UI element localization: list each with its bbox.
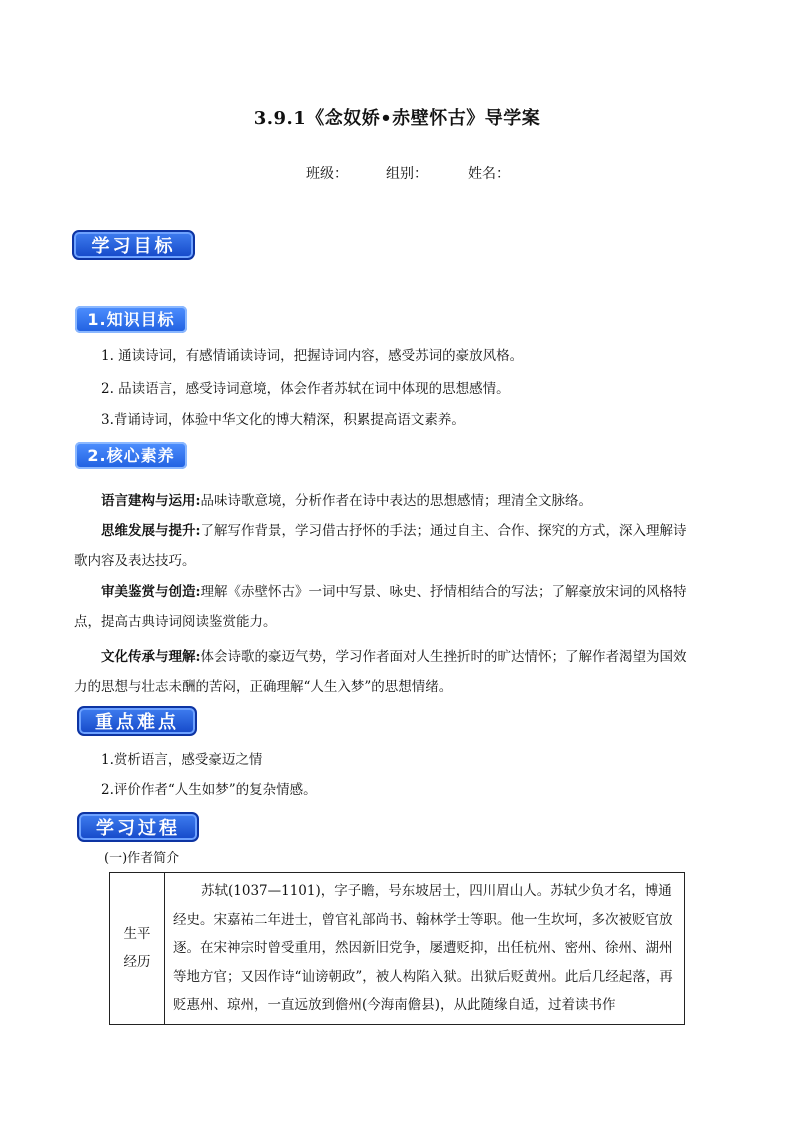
bio-label: 生平经历 — [123, 926, 151, 971]
literacy-item-culture — [74, 642, 694, 702]
bio-content-cell: 苏轼(1037—1101)，字子瞻，号东坡居士，四川眉山人。苏轼少负才名，博通经史。宋嘉祐二年进士，曾官礼部尚书、翰林学士等职。他一生坎坷，多次被贬官放逐。在宋神宗时曾受重用，然因新旧党争，屡遭贬抑，出任杭州、密州、徐州、湖州等地方官；又因作诗“讪谤朝政”，被人构陷入狱。出狱后贬黄州。此后几经起落，再贬惠州、琼州，一直远放到儋州(今海南儋县)，从此随缘自适，过着读书作 — [165, 873, 685, 1025]
group-label: 组别： — [386, 166, 428, 182]
literacy-item-thinking — [74, 516, 694, 576]
keypoint-item: 2.评价作者“人生如梦”的复杂情感。 — [101, 782, 317, 798]
literacy-text: 理解《赤壁怀古》一词中写景、咏史、抒情相结合的写法；了解豪放宋词的风格特点，提高古典诗词阅读鉴赏能力。 — [74, 584, 687, 630]
literacy-label: 语言建构与运用: — [101, 493, 201, 509]
keypoint-item: 1.赏析语言，感受豪迈之情 — [101, 752, 263, 768]
knowledge-objectives-heading: 1.知识目标 — [75, 306, 187, 333]
class-label: 班级： — [306, 166, 348, 182]
section-learning-process: 学习过程 — [77, 812, 199, 842]
table-row — [110, 873, 685, 1025]
knowledge-item: 1. 通读诗词，有感情诵读诗词，把握诗词内容，感受苏词的豪放风格。 — [101, 348, 524, 364]
literacy-label: 文化传承与理解: — [101, 649, 201, 665]
literacy-label: 审美鉴赏与创造: — [101, 584, 201, 600]
literacy-item-language — [74, 486, 694, 516]
name-label: 姓名： — [468, 166, 510, 182]
literacy-item-aesthetic — [74, 577, 694, 637]
literacy-text: 体会诗歌的豪迈气势，学习作者面对人生挫折时的旷达情怀；了解作者渴望为国效力的思想与壮志未酬的苦闷，正确理解“人生入梦”的思想情绪。 — [74, 649, 687, 695]
author-intro-heading: (一)作者简介 — [104, 851, 180, 866]
knowledge-item: 2. 品读语言，感受诗词意境，体会作者苏轼在词中体现的思想感情。 — [101, 381, 510, 397]
author-bio-table — [109, 872, 685, 1025]
literacy-text: 品味诗歌意境，分析作者在诗中表达的思想感情；理清全文脉络。 — [200, 493, 592, 509]
section-key-points: 重点难点 — [77, 706, 197, 736]
page-title: 3.9.1《念奴娇•赤壁怀古》导学案 — [253, 108, 541, 129]
literacy-label: 思维发展与提升: — [101, 523, 201, 539]
knowledge-item: 3.背诵诗词，体验中华文化的博大精深，积累提高语文素养。 — [101, 412, 465, 428]
literacy-text: 了解写作背景，学习借古抒怀的手法；通过自主、合作、探究的方式，深入理解诗歌内容及表达技巧。 — [74, 523, 687, 569]
bio-label-cell — [110, 873, 165, 1025]
section-learning-objectives: 学习目标 — [72, 230, 195, 260]
core-literacy-heading: 2.核心素养 — [75, 442, 187, 469]
